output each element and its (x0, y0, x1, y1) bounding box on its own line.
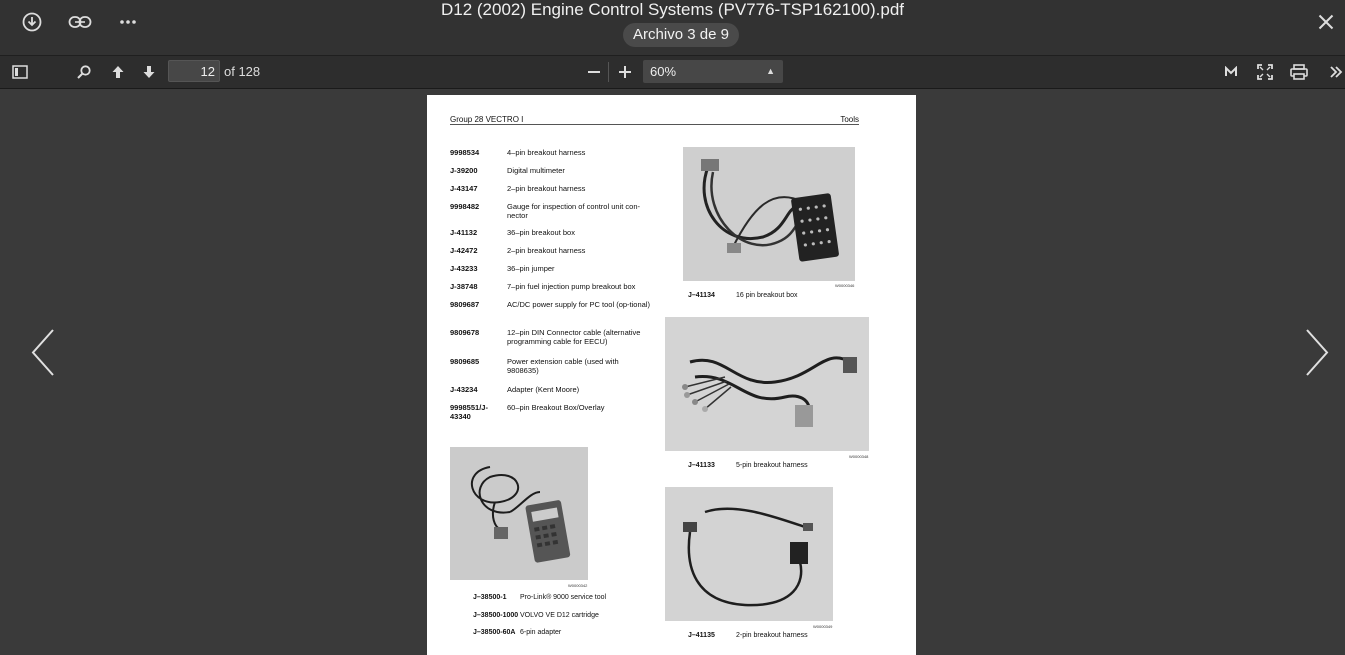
tool-description: 36–pin jumper (507, 264, 555, 273)
tool-description: 36–pin breakout box (507, 228, 575, 237)
caption-number: J–41134 (688, 292, 715, 299)
tool-number: J-41132 (450, 228, 478, 237)
photo-caption (688, 291, 798, 300)
caption-number: J–38500-1000 (473, 612, 519, 619)
page-header-right: Tools (840, 115, 859, 124)
photo-caption (688, 631, 808, 640)
caption-number: J–41135 (688, 632, 715, 639)
tool-number: J-43233 (450, 264, 478, 273)
search-icon[interactable] (73, 61, 95, 83)
photo-caption (688, 461, 808, 470)
photo-code: W0000342 (568, 583, 588, 588)
tool-number: J-43234 (450, 385, 478, 394)
caption-text: Pro-Link® 9000 service tool (520, 594, 607, 601)
document-title: D12 (2002) Engine Control Systems (PV776-TSP162100).pdf (440, 0, 905, 19)
caption-text: 2-pin breakout harness (736, 632, 808, 639)
caption-text: 6-pin adapter (520, 629, 562, 636)
photo-code: W0000348 (849, 454, 869, 459)
caption-text: 5-pin breakout harness (736, 462, 808, 469)
zoom-select[interactable] (643, 60, 783, 83)
arrow-up-icon[interactable] (107, 61, 129, 83)
photo-caption (473, 628, 561, 637)
tool-description: 2–pin breakout harness (507, 184, 586, 193)
header-rule (450, 124, 859, 125)
photo-code: W0000349 (813, 624, 833, 629)
page-total-label: of 128 (224, 64, 261, 79)
chevron-right-icon (1302, 325, 1332, 380)
caption-text: VOLVO VE D12 cartridge (520, 612, 599, 619)
arrow-down-icon[interactable] (138, 61, 160, 83)
tool-number: 9809687 (450, 300, 480, 309)
tool-description: 7–pin fuel injection pump breakout box (507, 282, 636, 291)
pdf-page (427, 95, 916, 655)
tool-description: 12–pin DIN Connector cable (alternative programming cable for EECU) (507, 328, 641, 346)
page-number-input[interactable] (168, 60, 220, 82)
photo-caption (473, 611, 599, 620)
tool-description: 60–pin Breakout Box/Overlay (507, 403, 605, 412)
page-header-left: Group 28 VECTRO I (450, 115, 524, 124)
previous-file-button[interactable] (28, 325, 58, 380)
print-icon[interactable] (1288, 61, 1310, 83)
caption-number: J–38500-60A (473, 629, 516, 636)
tool-number: 9809678 (450, 328, 480, 337)
tool-description: Digital multimeter (507, 166, 565, 175)
caption-number: J–38500-1 (473, 594, 507, 601)
tool-description: 4–pin breakout harness (507, 148, 586, 157)
pdf-toolbar (0, 56, 1345, 89)
presentation-mode-icon[interactable] (1220, 61, 1242, 83)
viewer-title-bar (0, 0, 1345, 56)
harness-2pin-photo (665, 487, 833, 621)
tool-number: 9998534 (450, 148, 480, 157)
double-chevron-icon[interactable] (1325, 61, 1345, 83)
file-counter-badge: Archivo 3 de 9 (623, 23, 739, 47)
photo-caption (473, 593, 606, 602)
prolink-tool-photo (450, 447, 588, 580)
tool-description: 2–pin breakout harness (507, 246, 586, 255)
tool-description: AC/DC power supply for PC tool (op-tional) (507, 300, 650, 309)
tool-description: Adapter (Kent Moore) (507, 385, 580, 394)
tool-number: J-42472 (450, 246, 478, 255)
minus-icon[interactable] (583, 61, 605, 83)
plus-icon[interactable] (614, 61, 636, 83)
photo-code: W0000346 (835, 283, 855, 288)
tool-description: Gauge for inspection of control unit con-nector (507, 202, 640, 220)
tool-number: J-43147 (450, 184, 478, 193)
tool-number: J-39200 (450, 166, 478, 175)
tool-number: 9998482 (450, 202, 480, 211)
fullscreen-icon[interactable] (1254, 61, 1276, 83)
breakout-box-photo (683, 147, 855, 281)
caption-number: J–41133 (688, 462, 715, 469)
tool-number: J-38748 (450, 282, 478, 291)
tool-number: 9809685 (450, 357, 480, 366)
toolbar-divider (608, 62, 609, 82)
close-icon[interactable] (1315, 11, 1337, 33)
tool-number: 9998551/J-43340 (450, 403, 488, 421)
chevron-left-icon (28, 325, 58, 380)
sidebar-toggle-icon[interactable] (9, 61, 31, 83)
next-file-button[interactable] (1302, 325, 1332, 380)
select-arrows-icon: ▲ (766, 66, 775, 76)
tool-description: Power extension cable (used with 9808635) (507, 357, 619, 375)
zoom-value: 60% (650, 64, 677, 79)
caption-text: 16 pin breakout box (736, 292, 798, 299)
harness-5pin-photo (665, 317, 869, 451)
